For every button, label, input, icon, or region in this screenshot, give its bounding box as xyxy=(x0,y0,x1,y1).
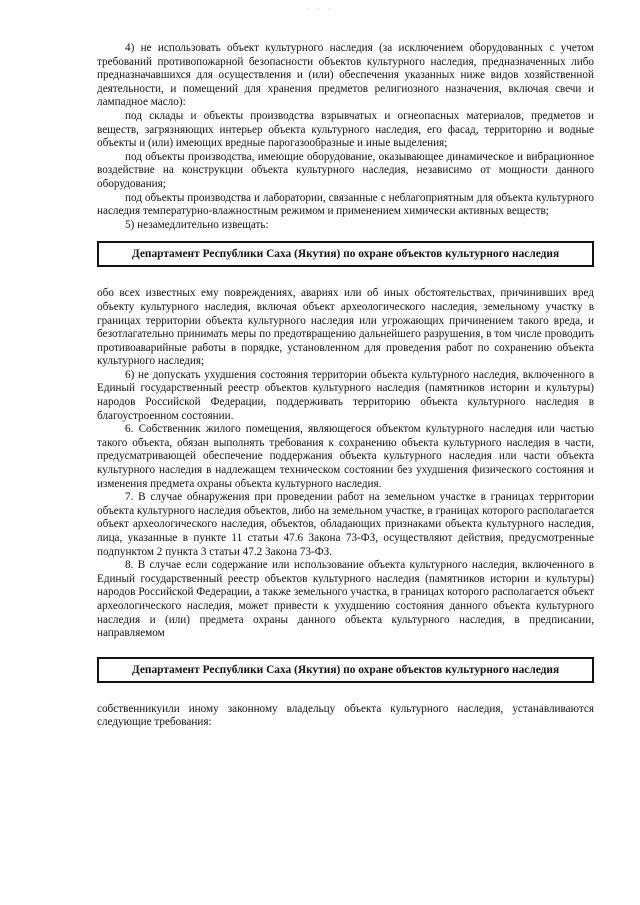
paragraph-item-4-laboratories: под объекты производства и лаборатории, связанные с неблагоприятным для объекта культурного наследия температурно-влажностным режимом и применением химически активных веществ; xyxy=(97,191,594,218)
department-boxed-heading-2: Департамент Республики Саха (Якутия) по охране объектов культурного наследия xyxy=(97,657,594,683)
paragraph-item-4: 4) не использовать объект культурного наследия (за исключением оборудованных с учетом требований противопожарной безопасности объектов культурного наследия, предназначенных либо предназначавшихся для осуществления и (или) обеспечения указанных ниже видов хозяйственной деятельности, и помещений для хранения предметов религиозного назначения, включая свечи и лампадное масло): xyxy=(97,42,594,109)
paragraph-item-4-warehouses: под склады и объекты производства взрывчатых и огнеопасных материалов, предметов и веществ, загрязняющих интерьер объекта культурного наследия, его фасад, территорию и водные объекты и (или) имеющих вредные парогазообразные и иные выделения; xyxy=(97,109,594,150)
paragraph-section-6: 6. Собственник жилого помещения, являющегося объектом культурного наследия или частью такого объекта, обязан выполнять требования к сохранению объекта культурного наследия в части, предусматривающей обеспечение поддержания объекта культурного наследия или части объекта культурного наследия в надлежащем техническом состоянии без ухудшения физического состояния и изменения предмета охраны объекта культурного наследия. xyxy=(97,423,594,490)
paragraph-section-8-continued: собственникуили иному законному владельцу объекта культурного наследия, устанавливаются следующие требования: xyxy=(97,702,594,729)
paragraph-item-6: 6) не допускать ухудшения состояния территории объекта культурного наследия, включенного в Единый государственный реестр объектов культурного наследия (памятников истории и культуры) народов Российской Федерации, поддерживать территорию объекта культурного наследия в благоустроенном состоянии. xyxy=(97,368,594,422)
department-boxed-heading: Департамент Республики Саха (Якутия) по охране объектов культурного наследия xyxy=(97,241,594,267)
page-header-marks: · · · xyxy=(306,5,334,14)
document-body xyxy=(97,42,594,730)
paragraph-item-5-continued: обо всех известных ему повреждениях, авариях или об иных обстоятельствах, причинивших вред объекту культурного наследия, включая объект археологического наследия, земельному участку в границах территории объекта культурного наследия или угрожающих причинением такого вреда, и безотлагательно принимать меры по предотвращению дальнейшего разрушения, в том числе проводить противоаварийные работы в порядке, установленном для проведения работ по сохранению объекта культурного наследия; xyxy=(97,287,594,368)
paragraph-item-4-vibration: под объекты производства, имеющие оборудование, оказывающее динамическое и вибрационное воздействие на конструкции объекта культурного наследия, независимо от мощности данного оборудования; xyxy=(97,150,594,190)
paragraph-item-5: 5) незамедлительно извещать: xyxy=(125,218,269,231)
paragraph-section-7: 7. В случае обнаружения при проведении работ на земельном участке в границах территории объекта культурного наследия объектов, либо на земельном участке, в границах которого располагается объект археологического наследия, объектов, обладающих признаками объекта культурного наследия, лица, указанные в пункте 11 статьи 47.6 Закона 73-ФЗ, осуществляют действия, предусмотренные подпунктом 2 пункта 3 статьи 47.2 Закона 73-ФЗ. xyxy=(97,491,594,558)
paragraph-section-8: 8. В случае если содержание или использование объекта культурного наследия, включенного в Единый государственный реестр объектов культурного наследия (памятников истории и культуры) народов Российской Федерации, а также земельного участка, в границах которого располагается объект археологического наследия, может привести к ухудшению состояния данного объекта культурного наследия и (или) предмета охраны данного объекта культурного наследия, в предписании, направляемом xyxy=(97,559,594,640)
